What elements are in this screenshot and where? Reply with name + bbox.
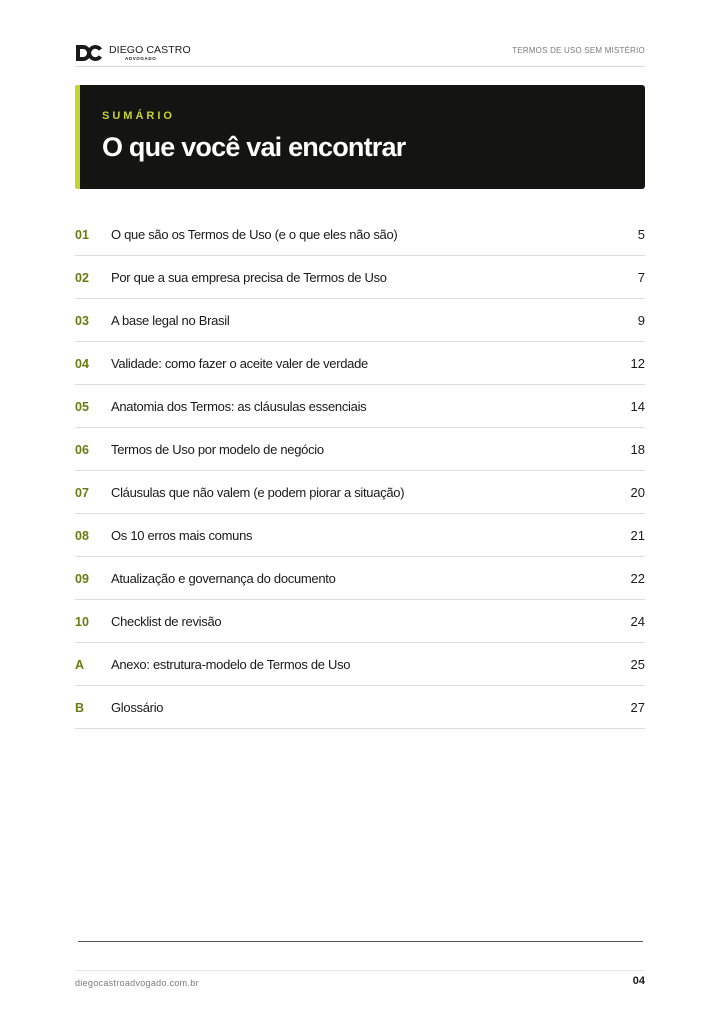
toc-item-page: 18 <box>630 442 645 457</box>
toc-item-number: 02 <box>75 271 89 285</box>
toc-item-number: 06 <box>75 443 89 457</box>
table-of-contents <box>75 213 645 729</box>
banner-accent-bar <box>75 85 80 189</box>
toc-item-number: 01 <box>75 228 89 242</box>
toc-item-label: Anexo: estrutura-modelo de Termos de Uso <box>111 657 351 672</box>
toc-item-number: 05 <box>75 400 89 414</box>
toc-item-number: B <box>75 701 85 715</box>
toc-item-page: 24 <box>630 614 645 629</box>
toc-item[interactable] <box>75 256 645 299</box>
toc-item[interactable] <box>75 686 645 729</box>
footer-website[interactable]: diegocastroadvogado.com.br <box>75 978 199 988</box>
brand-subtitle: ADVOGADO <box>125 55 157 61</box>
toc-item-number: 08 <box>75 529 89 543</box>
toc-item-number: A <box>75 658 85 672</box>
toc-item-page: 22 <box>630 571 645 586</box>
dc-monogram-icon <box>75 43 105 63</box>
toc-item-label: Glossário <box>111 700 164 715</box>
toc-item-number: 04 <box>75 357 89 371</box>
toc-item-label: Atualização e governança do documento <box>111 571 336 586</box>
footer-divider-light <box>75 970 645 971</box>
toc-item-label: O que são os Termos de Uso (e o que eles não são) <box>111 227 398 242</box>
toc-item[interactable] <box>75 342 645 385</box>
toc-item-page: 27 <box>630 700 645 715</box>
toc-item[interactable] <box>75 428 645 471</box>
brand-name: DIEGO CASTRO <box>109 44 191 56</box>
toc-item[interactable] <box>75 385 645 428</box>
summary-banner <box>75 85 645 189</box>
toc-item-page: 12 <box>630 356 645 371</box>
toc-item[interactable] <box>75 213 645 256</box>
toc-item-number: 03 <box>75 314 89 328</box>
toc-item[interactable] <box>75 471 645 514</box>
toc-item-number: 10 <box>75 615 89 629</box>
page-header <box>75 40 645 67</box>
toc-item[interactable] <box>75 557 645 600</box>
toc-item-label: Os 10 erros mais comuns <box>111 528 253 543</box>
toc-item-page: 5 <box>637 227 645 242</box>
toc-item-number: 09 <box>75 572 89 586</box>
toc-item-label: Por que a sua empresa precisa de Termos de Uso <box>111 270 387 285</box>
brand-logo <box>75 42 191 64</box>
toc-item-label: Validade: como fazer o aceite valer de verdade <box>111 356 368 371</box>
toc-item-label: Anatomia dos Termos: as cláusulas essenciais <box>111 399 367 414</box>
footer-divider <box>78 941 643 942</box>
toc-item[interactable] <box>75 299 645 342</box>
toc-item-page: 25 <box>630 657 645 672</box>
banner-kicker: SUMÁRIO <box>102 110 175 122</box>
toc-item-label: Checklist de revisão <box>111 614 222 629</box>
document-title: TERMOS DE USO SEM MISTÉRIO <box>512 46 645 55</box>
toc-item-label: Termos de Uso por modelo de negócio <box>111 442 324 457</box>
toc-item-page: 9 <box>637 313 645 328</box>
toc-item-label: Cláusulas que não valem (e podem piorar a situação) <box>111 485 405 500</box>
toc-item-page: 7 <box>637 270 645 285</box>
banner-title: O que você vai encontrar <box>102 132 406 162</box>
toc-item[interactable] <box>75 600 645 643</box>
toc-item-number: 07 <box>75 486 89 500</box>
page-number: 04 <box>632 975 645 987</box>
toc-item-label: A base legal no Brasil <box>111 313 230 328</box>
toc-item[interactable] <box>75 643 645 686</box>
toc-item-page: 14 <box>630 399 645 414</box>
toc-item-page: 21 <box>630 528 645 543</box>
toc-item-page: 20 <box>630 485 645 500</box>
toc-item[interactable] <box>75 514 645 557</box>
